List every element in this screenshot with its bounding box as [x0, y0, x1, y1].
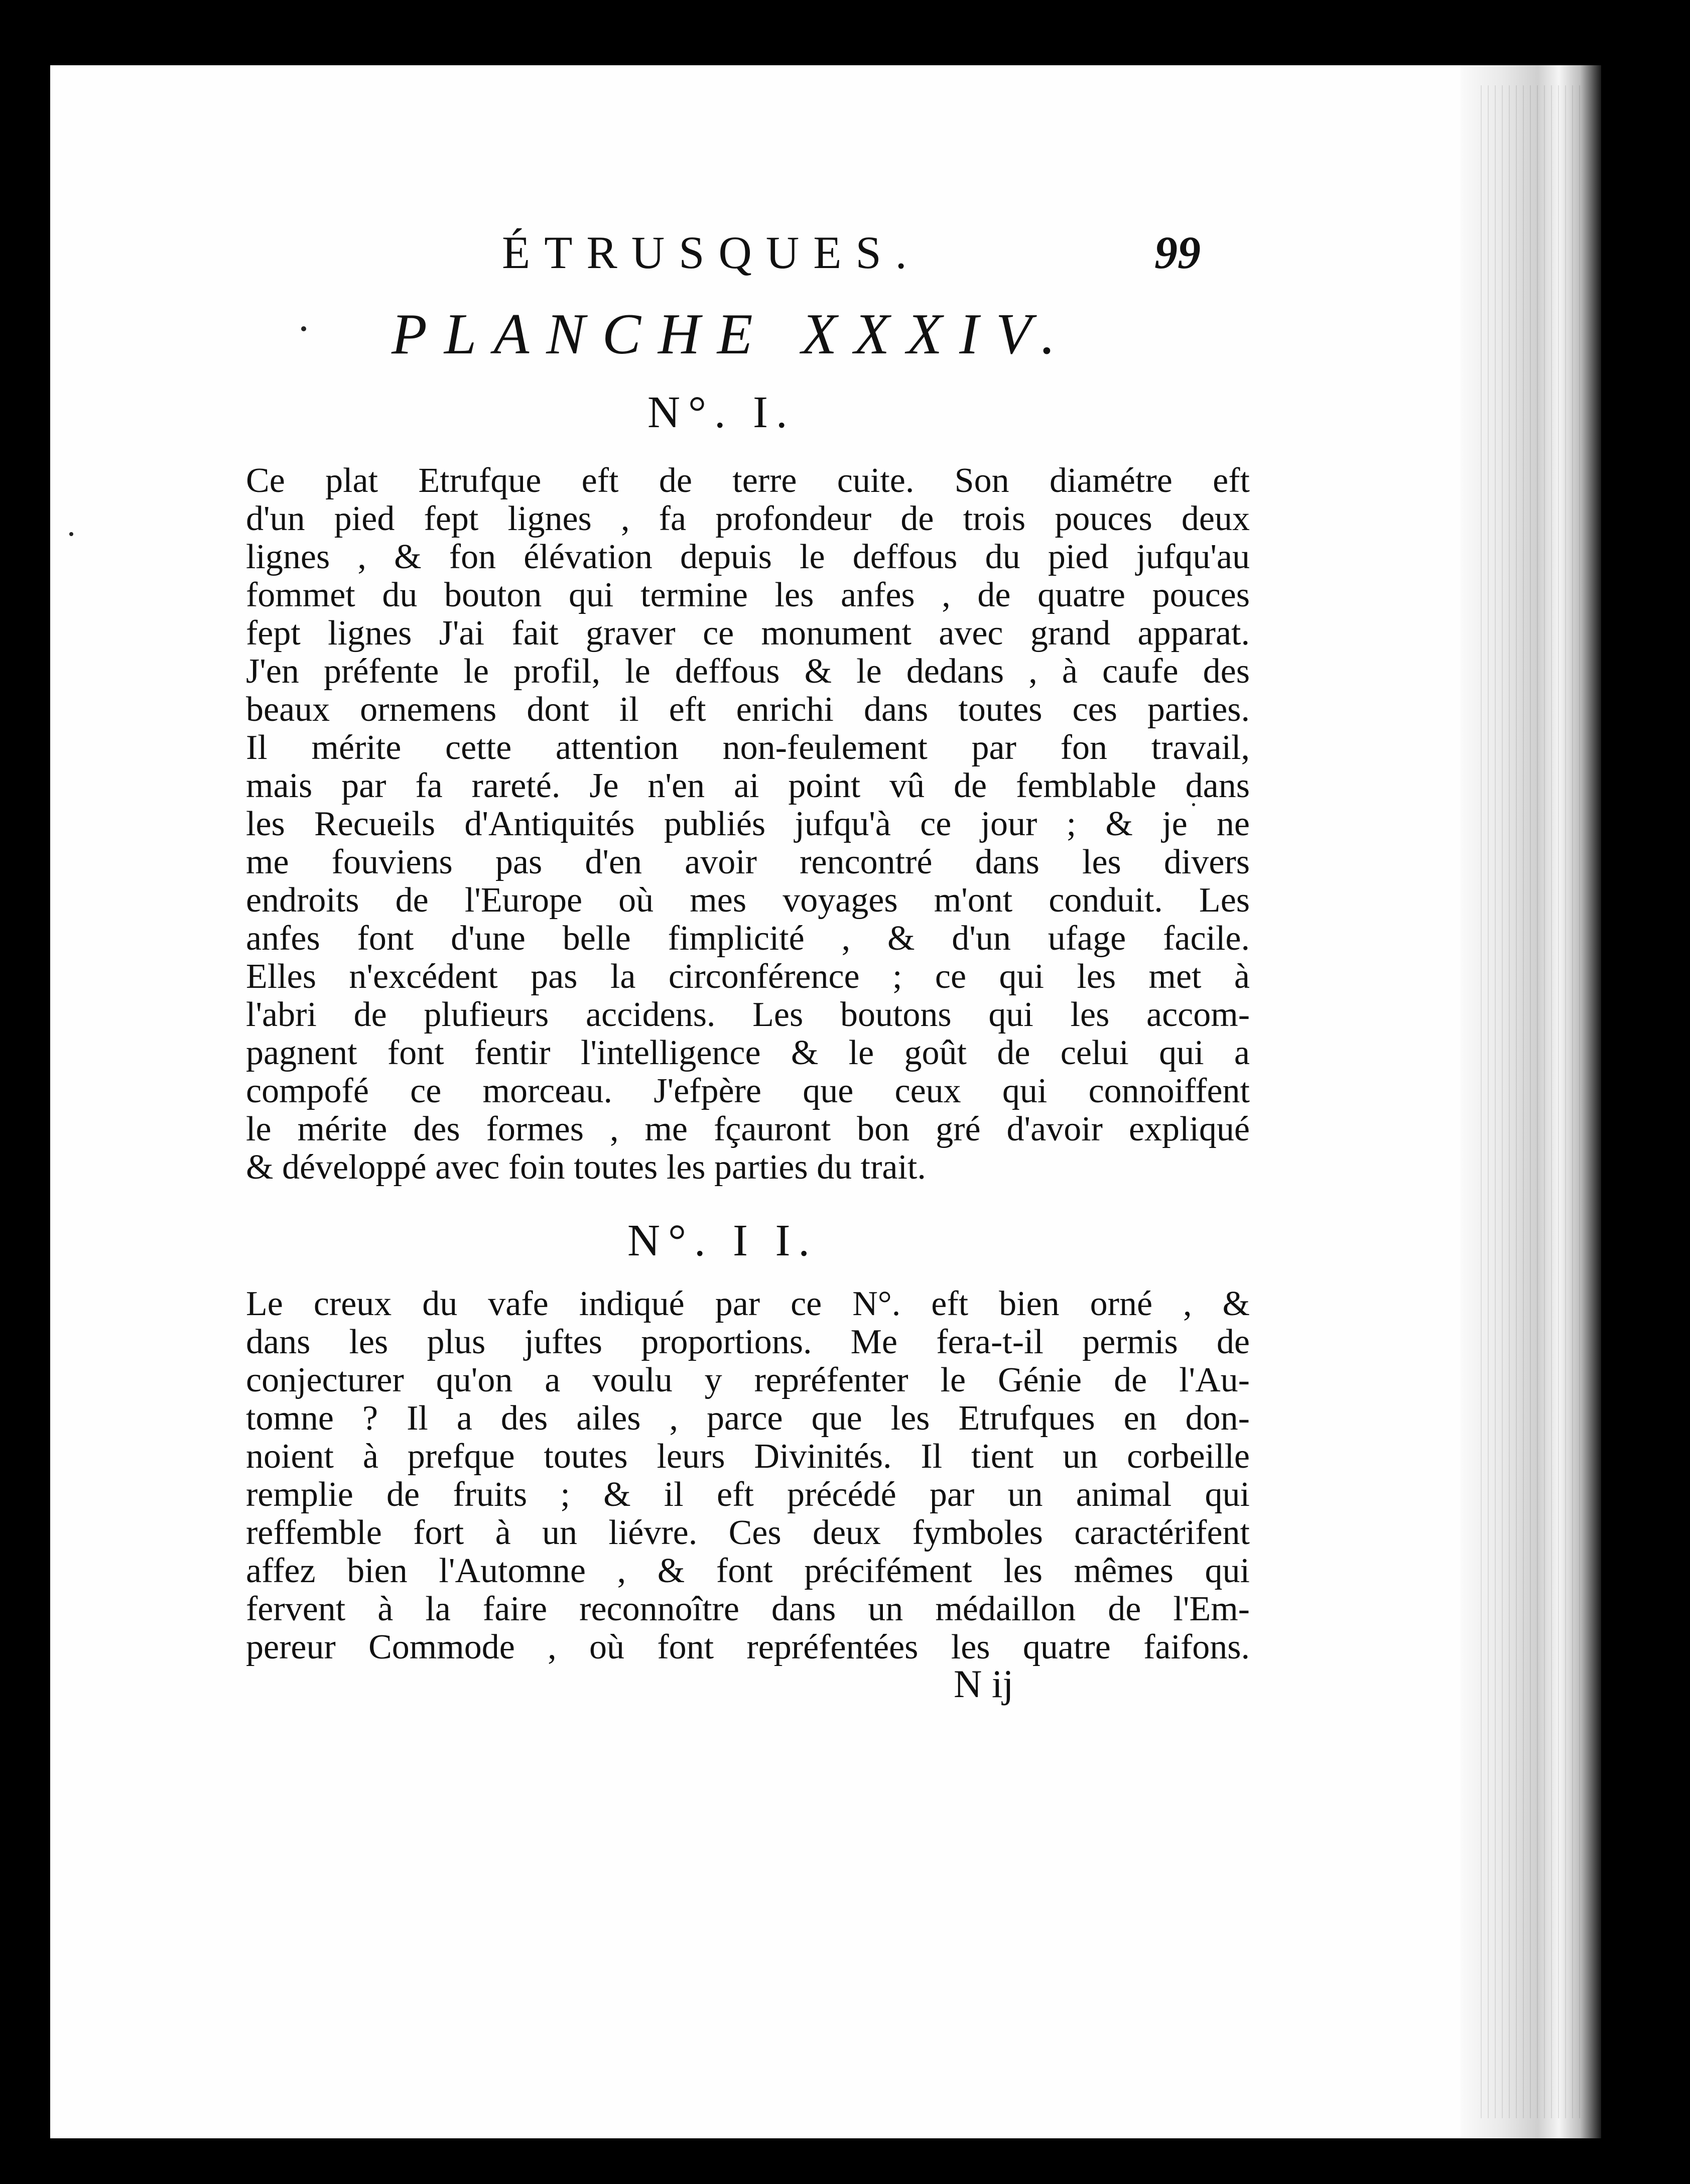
text-line: pereur Commode , où font repréfentées les quatre faifons. [246, 1628, 1250, 1666]
page-number: 99 [1154, 227, 1201, 278]
text-line: conjecturer qu'on a voulu y repréfenter le Génie de l'Au- [246, 1361, 1250, 1399]
text-line: Elles n'excédent pas la circonférence ; ce qui les met à [246, 957, 1250, 996]
text-line: Il mérite cette attention non-feulement par fon travail, [246, 728, 1250, 767]
text-line: me fouviens pas d'en avoir rencontré dans les divers [246, 843, 1250, 881]
text-line: affez bien l'Automne , & font précifément les mêmes qui [246, 1552, 1250, 1590]
page-edge [1461, 65, 1601, 2138]
text-line: dans les plus juftes proportions. Me fera-t-il permis de [246, 1323, 1250, 1361]
text-line: mais par fa rareté. Je n'en ai point vû de femblable dans [246, 766, 1250, 805]
text-line: lignes , & fon élévation depuis le deffous du pied jufqu'au [246, 538, 1250, 576]
page-edge-texture [1481, 85, 1581, 2118]
text-line: compofé ce morceau. J'efpère que ceux qui connoiffent [246, 1072, 1250, 1110]
text-line: Ce plat Etrufque eft de terre cuite. Son diamétre eft [246, 461, 1250, 500]
ink-speck [69, 532, 73, 536]
running-head: ÉTRUSQUES. [502, 227, 921, 278]
text-line: endroits de l'Europe où mes voyages m'ont conduit. Les [246, 881, 1250, 920]
text-line: d'un pied fept lignes , fa profondeur de trois pouces deux [246, 499, 1250, 538]
text-line: J'en préfente le profil, le deffous & le dedans , à caufe des [246, 652, 1250, 691]
text-line: fervent à la faire reconnoître dans un médaillon de l'Em- [246, 1590, 1250, 1628]
section-paragraph [246, 1285, 1250, 1666]
signature-mark: N ij [954, 1662, 1014, 1706]
text-line: & développé avec foin toutes les parties du trait. [246, 1148, 926, 1187]
text-line: remplie de fruits ; & il eft précédé par un animal qui [246, 1475, 1250, 1514]
text-line: fept lignes J'ai fait graver ce monument avec grand apparat. [246, 614, 1250, 653]
text-line: le mérite des formes , me fçauront bon gré d'avoir expliqué [246, 1110, 1250, 1148]
text-line: noient à prefque toutes leurs Divinités. Il tient un corbeille [246, 1437, 1250, 1476]
text-line: anfes font d'une belle fimplicité , & d'un ufage facile. [246, 919, 1250, 958]
text-line: l'abri de plufieurs accidens. Les boutons qui les accom- [246, 995, 1250, 1034]
section-paragraph [246, 462, 1250, 1187]
section-title: N°. I I. [627, 1216, 818, 1265]
text-line: pagnent font fentir l'intelligence & le goût de celui qui a [246, 1034, 1250, 1072]
text-line: reffemble fort à un liévre. Ces deux fymboles caractérifent [246, 1513, 1250, 1552]
text-line: beaux ornemens dont il eft enrichi dans toutes ces parties. [246, 690, 1250, 729]
page-header [251, 226, 1456, 301]
text-line: Le creux du vafe indiqué par ce N°. eft bien orné , & [246, 1284, 1250, 1323]
text-line: tomne ? Il a des ailes , parce que les Etrufques en don- [246, 1399, 1250, 1438]
text-line: fommet du bouton qui termine les anfes , de quatre pouces [246, 576, 1250, 614]
section-title: N°. I. [647, 388, 796, 437]
plate-title: PLANCHE XXXIV. [392, 302, 1073, 366]
text-line: les Recueils d'Antiquités publiés jufqu'à ce jour ; & je ne [246, 805, 1250, 843]
book-page [50, 65, 1601, 2138]
ink-speck [301, 326, 306, 331]
